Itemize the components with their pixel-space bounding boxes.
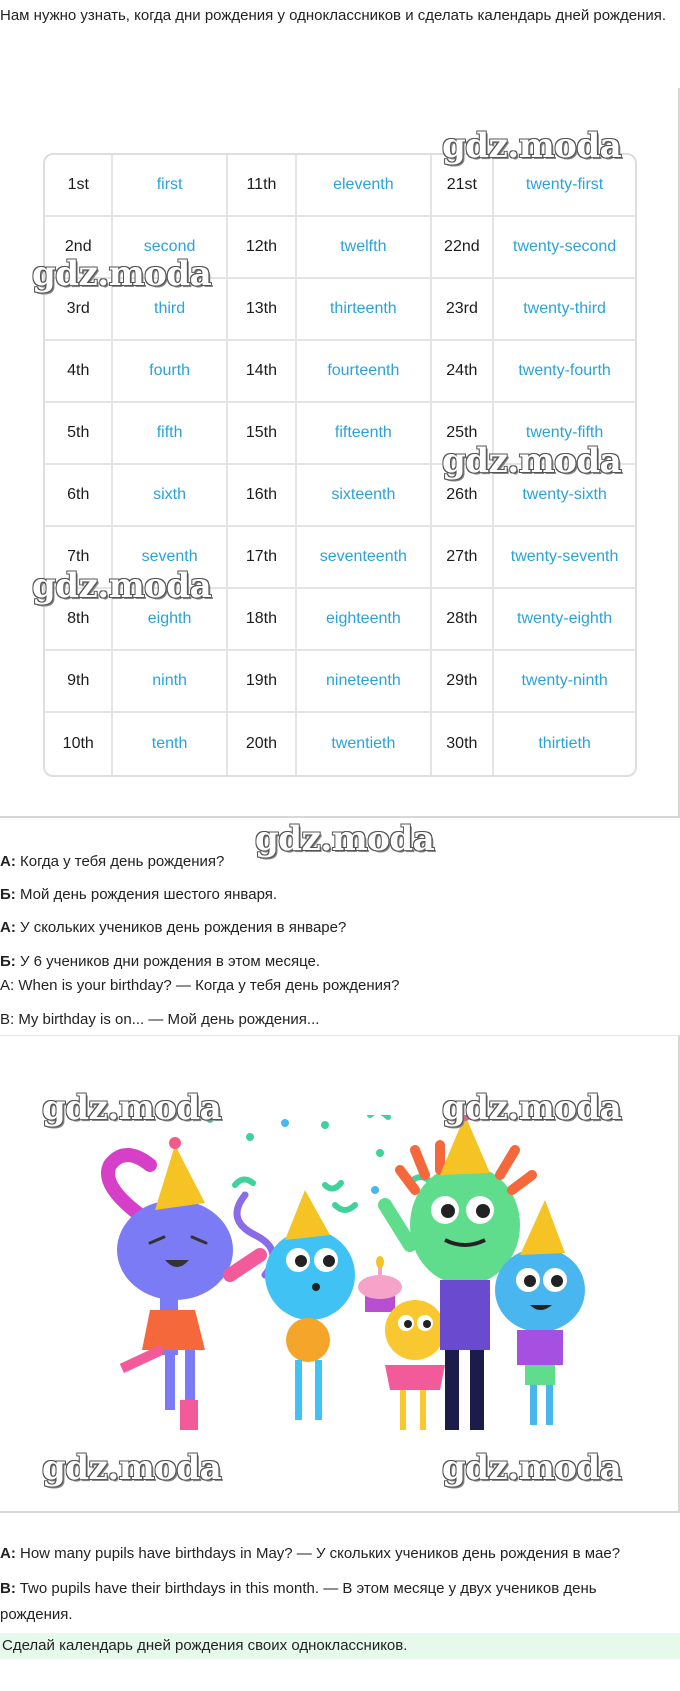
ordinal-number-cell: 19th (228, 651, 297, 713)
speaker: B: (0, 1580, 16, 1597)
ordinal-word-cell: second (113, 217, 227, 279)
ordinal-number-cell: 30th (432, 713, 495, 775)
dialog-text: У скольких учеников день рождения в январе? (15, 919, 347, 936)
ordinal-number-cell: 11th (228, 155, 297, 217)
ordinal-number-cell: 16th (228, 465, 297, 527)
ordinal-number-cell: 8th (45, 589, 113, 651)
watermark: gdz.moda (42, 1088, 222, 1128)
ordinal-word-cell: sixteenth (297, 465, 431, 527)
watermark: gdz.moda (255, 819, 435, 859)
ordinal-number-cell: 14th (228, 341, 297, 403)
watermark: gdz.moda (32, 254, 212, 294)
speaker: Б: (0, 953, 16, 970)
ordinal-word-cell: twenty-second (494, 217, 635, 279)
dialog-line-b: B: My birthday is on... — Мой день рождения... (0, 1011, 320, 1028)
ordinal-word-cell: fifteenth (297, 403, 431, 465)
ordinal-word-cell: twenty-seventh (494, 527, 635, 589)
task-text: Сделай календарь дней рождения своих одноклассников. (0, 1633, 680, 1659)
watermark: gdz.moda (442, 1448, 622, 1488)
ordinal-word-cell: eighth (113, 589, 227, 651)
ordinal-word-cell: fourth (113, 341, 227, 403)
speaker: А: (0, 853, 16, 870)
ordinal-number-cell: 18th (228, 589, 297, 651)
ordinal-number-cell: 26th (432, 465, 495, 527)
ordinal-number-cell: 21st (432, 155, 495, 217)
ordinal-word-cell: twenty-fifth (494, 403, 635, 465)
dialog-text: Two pupils have their birthdays in this month. — В этом месяце у двух учеников день (15, 1580, 597, 1597)
ordinal-number-cell: 10th (45, 713, 113, 775)
table-row (45, 341, 635, 403)
speaker: А: (0, 919, 16, 936)
ordinal-word-cell: twentieth (297, 713, 431, 775)
ordinal-number-cell: 7th (45, 527, 113, 589)
watermark: gdz.moda (42, 1448, 222, 1488)
dialog-line-continuation: рождения. (0, 1606, 73, 1623)
ordinal-word-cell: twenty-ninth (494, 651, 635, 713)
ordinal-number-cell: 2nd (45, 217, 113, 279)
dialog-line (0, 1545, 620, 1562)
table-row (45, 651, 635, 713)
watermark: gdz.moda (442, 1088, 622, 1128)
ordinal-word-cell: sixth (113, 465, 227, 527)
intro-text: Нам нужно узнать, когда дни рождения у одноклассников и сделать календарь дней рождения. (0, 7, 667, 24)
ordinal-word-cell: ninth (113, 651, 227, 713)
birthday-party-illustration (80, 1115, 600, 1455)
ordinal-number-cell: 28th (432, 589, 495, 651)
ordinal-number-cell: 5th (45, 403, 113, 465)
ordinal-word-cell: eleventh (297, 155, 431, 217)
ordinal-number-cell: 13th (228, 279, 297, 341)
dialog-text: Когда у тебя день рождения? (15, 853, 225, 870)
ordinal-number-cell: 9th (45, 651, 113, 713)
ordinal-word-cell: twenty-sixth (494, 465, 635, 527)
ordinal-number-cell: 22nd (432, 217, 495, 279)
ordinal-word-cell: thirtieth (538, 735, 591, 752)
table-row (45, 713, 635, 775)
ordinal-word-cell: third (113, 279, 227, 341)
speaker: Б: (0, 886, 16, 903)
watermark: gdz.moda (442, 126, 622, 166)
ordinal-number-cell: 1st (45, 155, 113, 217)
ordinal-word-cell: thirteenth (297, 279, 431, 341)
ordinal-number-cell: 20th (228, 713, 297, 775)
ordinal-number-cell: 15th (228, 403, 297, 465)
ordinal-word-cell: twenty-eighth (494, 589, 635, 651)
ordinal-word-cell: tenth (113, 713, 227, 775)
watermark: gdz.moda (32, 566, 212, 606)
ordinal-word-cell: twenty-first (494, 155, 635, 217)
speaker: A: (0, 1545, 16, 1562)
ordinal-number-cell: 25th (432, 403, 495, 465)
ordinal-word-cell: seventh (113, 527, 227, 589)
ordinal-word-cell: first (113, 155, 227, 217)
ordinal-word-cell: twelfth (297, 217, 431, 279)
ordinal-number-cell: 23rd (432, 279, 495, 341)
ordinal-number-cell: 6th (45, 465, 113, 527)
ordinal-word-cell: fourteenth (297, 341, 431, 403)
ordinal-word-cell: eighteenth (297, 589, 431, 651)
ordinal-number-cell: 3rd (45, 279, 113, 341)
ordinal-word-cell: nineteenth (297, 651, 431, 713)
ordinal-number-cell: 4th (45, 341, 113, 403)
ordinal-word-cell: seventeenth (297, 527, 431, 589)
ordinal-number-cell: 29th (432, 651, 495, 713)
dialog-line (0, 919, 346, 936)
dialog-line-a: A: When is your birthday? — Когда у тебя день рождения? (0, 977, 400, 994)
dialog-line (0, 886, 277, 903)
dialog-text: How many pupils have birthdays in May? — У скольких учеников день рождения в мае? (15, 1545, 621, 1562)
ordinal-word-cell: twenty-fourth (494, 341, 635, 403)
ordinal-word-cell: twenty-third (494, 279, 635, 341)
ordinal-number-cell: 17th (228, 527, 297, 589)
dialog-line (0, 1580, 597, 1597)
dialog-line (0, 853, 224, 870)
ordinal-number-cell: 27th (432, 527, 495, 589)
ordinal-number-cell: 24th (432, 341, 495, 403)
dialog-text: У 6 учеников дни рождения в этом месяце. (15, 953, 321, 970)
ordinal-number-cell: 12th (228, 217, 297, 279)
dialog-text: Мой день рождения шестого января. (15, 886, 278, 903)
dialog-line (0, 953, 320, 970)
watermark: gdz.moda (442, 441, 622, 481)
ordinal-word-cell: fifth (113, 403, 227, 465)
